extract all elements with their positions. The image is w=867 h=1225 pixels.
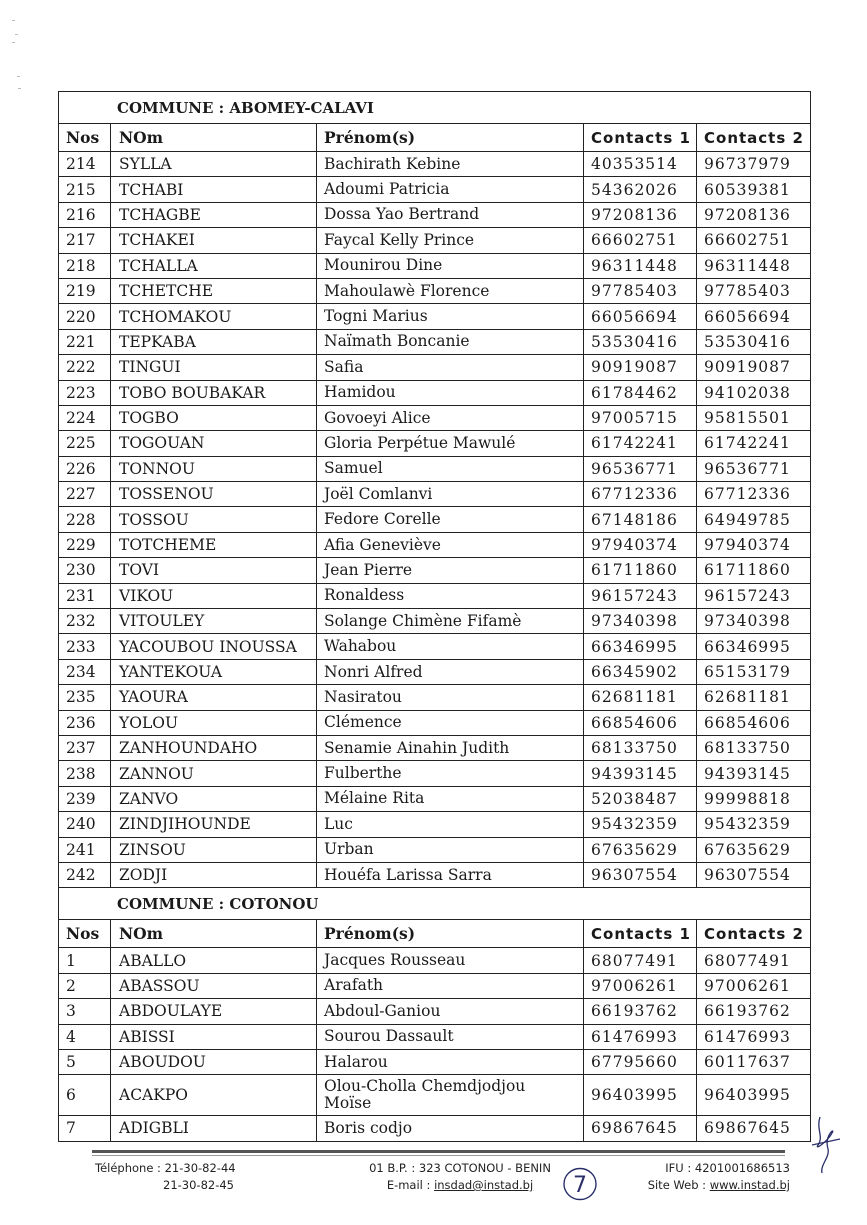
row-contact-1: 61711860 (584, 558, 697, 583)
row-contact-2: 66193762 (697, 999, 811, 1024)
row-prenoms: Jacques Rousseau (317, 948, 584, 973)
row-number: 233 (59, 634, 111, 659)
row-nom: ZANVO (111, 786, 317, 811)
table-row (59, 786, 811, 811)
row-contact-1: 66346995 (584, 634, 697, 659)
footer-rule-thin (92, 1155, 785, 1156)
row-prenoms: Senamie Ainahin Judith (317, 735, 584, 760)
row-prenoms: Luc (317, 812, 584, 837)
table-row (59, 278, 811, 303)
row-nom: SYLLA (111, 152, 317, 177)
table-row (59, 583, 811, 608)
header-nom: NOm (111, 920, 317, 948)
row-nom: ABALLO (111, 948, 317, 973)
table-row (59, 202, 811, 227)
row-number: 242 (59, 862, 111, 887)
footer-address-line: 01 B.P. : 323 COTONOU - BENIN (369, 1161, 551, 1175)
row-contact-2: 60117637 (697, 1049, 811, 1074)
row-contact-1: 66056694 (584, 304, 697, 329)
row-contact-1: 96403995 (584, 1075, 697, 1116)
row-number: 223 (59, 380, 111, 405)
row-nom: ZANNOU (111, 761, 317, 786)
table-row (59, 761, 811, 786)
table-row (59, 228, 811, 253)
header-contacts-1: Contacts 1 (584, 124, 697, 152)
table-row (59, 177, 811, 202)
row-number: 229 (59, 532, 111, 557)
footer-ifu (620, 1160, 790, 1194)
row-number: 228 (59, 507, 111, 532)
row-contact-2: 62681181 (697, 685, 811, 710)
row-number: 239 (59, 786, 111, 811)
row-number: 218 (59, 253, 111, 278)
table-row (59, 1116, 811, 1141)
table-row (59, 1075, 811, 1116)
row-nom: YAOURA (111, 685, 317, 710)
row-number: 225 (59, 431, 111, 456)
section-title: COMMUNE : ABOMEY-CALAVI (59, 92, 811, 124)
table-row (59, 355, 811, 380)
row-prenoms: Govoeyi Alice (317, 405, 584, 430)
row-contact-2: 97340398 (697, 609, 811, 634)
row-contact-1: 54362026 (584, 177, 697, 202)
row-prenoms: Houéfa Larissa Sarra (317, 862, 584, 887)
page-number: 7 (573, 1173, 587, 1198)
table-row (59, 558, 811, 583)
row-contact-1: 69867645 (584, 1116, 697, 1141)
row-contact-1: 68133750 (584, 735, 697, 760)
row-nom: ADIGBLI (111, 1116, 317, 1141)
footer-rule (92, 1150, 785, 1153)
row-prenoms: Togni Marius (317, 304, 584, 329)
row-contact-2: 96737979 (697, 152, 811, 177)
row-contact-2: 97940374 (697, 532, 811, 557)
row-contact-2: 95432359 (697, 812, 811, 837)
row-nom: TCHOMAKOU (111, 304, 317, 329)
footer-email-link[interactable]: insdad@instad.bj (434, 1178, 534, 1192)
row-contact-1: 61742241 (584, 431, 697, 456)
row-prenoms: Afia Geneviève (317, 532, 584, 557)
table-row (59, 862, 811, 887)
row-contact-2: 96403995 (697, 1075, 811, 1116)
row-prenoms: Nasiratou (317, 685, 584, 710)
row-nom: TINGUI (111, 355, 317, 380)
row-nom: TCHAKEI (111, 228, 317, 253)
row-contact-2: 61711860 (697, 558, 811, 583)
row-contact-1: 52038487 (584, 786, 697, 811)
row-prenoms: Olou-Cholla Chemdjodjou Moïse (317, 1075, 584, 1116)
table-row (59, 1024, 811, 1049)
row-contact-1: 66602751 (584, 228, 697, 253)
table-row (59, 609, 811, 634)
row-prenoms: Boris codjo (317, 1116, 584, 1141)
row-nom: TCHAGBE (111, 202, 317, 227)
table-row (59, 380, 811, 405)
row-nom: ZODJI (111, 862, 317, 887)
row-nom: ABOUDOU (111, 1049, 317, 1074)
row-contact-2: 53530416 (697, 329, 811, 354)
row-number: 227 (59, 482, 111, 507)
row-nom: ZANHOUNDAHO (111, 735, 317, 760)
row-contact-1: 53530416 (584, 329, 697, 354)
table-row (59, 532, 811, 557)
row-prenoms: Samuel (317, 456, 584, 481)
table-row (59, 152, 811, 177)
row-contact-1: 61476993 (584, 1024, 697, 1049)
row-nom: YACOUBOU INOUSSA (111, 634, 317, 659)
row-prenoms: Naïmath Boncanie (317, 329, 584, 354)
row-prenoms: Mélaine Rita (317, 786, 584, 811)
row-nom: ZINDJIHOUNDE (111, 812, 317, 837)
row-contact-1: 97208136 (584, 202, 697, 227)
column-header-row (59, 920, 811, 948)
row-contact-2: 96157243 (697, 583, 811, 608)
row-number: 5 (59, 1049, 111, 1074)
row-number: 7 (59, 1116, 111, 1141)
row-contact-2: 66346995 (697, 634, 811, 659)
header-contacts-1: Contacts 1 (584, 920, 697, 948)
table-row (59, 329, 811, 354)
row-contact-1: 94393145 (584, 761, 697, 786)
row-prenoms: Wahabou (317, 634, 584, 659)
row-prenoms: Adoumi Patricia (317, 177, 584, 202)
row-number: 215 (59, 177, 111, 202)
row-nom: ABDOULAYE (111, 999, 317, 1024)
row-contact-2: 66602751 (697, 228, 811, 253)
table-row (59, 973, 811, 998)
row-number: 2 (59, 973, 111, 998)
table-row (59, 507, 811, 532)
header-prenoms: Prénom(s) (317, 124, 584, 152)
row-number: 222 (59, 355, 111, 380)
table-row (59, 431, 811, 456)
row-contact-2: 97208136 (697, 202, 811, 227)
row-nom: ABISSI (111, 1024, 317, 1049)
section-title-row (59, 92, 811, 124)
page-number-mark (562, 1166, 598, 1202)
row-contact-2: 69867645 (697, 1116, 811, 1141)
row-prenoms: Faycal Kelly Prince (317, 228, 584, 253)
row-nom: TEPKABA (111, 329, 317, 354)
footer-site-line: Site Web : www.instad.bj (647, 1178, 790, 1192)
row-contact-1: 67795660 (584, 1049, 697, 1074)
row-number: 221 (59, 329, 111, 354)
column-header-row (59, 124, 811, 152)
row-contact-1: 66193762 (584, 999, 697, 1024)
row-number: 230 (59, 558, 111, 583)
row-prenoms: Nonri Alfred (317, 659, 584, 684)
row-number: 240 (59, 812, 111, 837)
row-contact-2: 68077491 (697, 948, 811, 973)
row-contact-1: 62681181 (584, 685, 697, 710)
row-prenoms: Fulberthe (317, 761, 584, 786)
row-number: 237 (59, 735, 111, 760)
row-nom: TCHETCHE (111, 278, 317, 303)
header-prenoms: Prénom(s) (317, 920, 584, 948)
header-contacts-2: Contacts 2 (697, 920, 811, 948)
footer-phone (95, 1160, 295, 1194)
row-contact-2: 95815501 (697, 405, 811, 430)
row-nom: YOLOU (111, 710, 317, 735)
row-nom: TOGBO (111, 405, 317, 430)
row-contact-1: 96307554 (584, 862, 697, 887)
row-contact-1: 96157243 (584, 583, 697, 608)
row-contact-1: 67148186 (584, 507, 697, 532)
row-prenoms: Sourou Dassault (317, 1024, 584, 1049)
row-contact-1: 67712336 (584, 482, 697, 507)
row-contact-1: 97340398 (584, 609, 697, 634)
table-row (59, 1049, 811, 1074)
row-nom: TONNOU (111, 456, 317, 481)
row-contact-2: 97785403 (697, 278, 811, 303)
row-contact-1: 97006261 (584, 973, 697, 998)
row-prenoms: Mounirou Dine (317, 253, 584, 278)
row-prenoms: Hamidou (317, 380, 584, 405)
row-nom: TOSSOU (111, 507, 317, 532)
signature-mark (806, 1115, 846, 1175)
row-prenoms: Joël Comlanvi (317, 482, 584, 507)
header-nos: Nos (59, 920, 111, 948)
row-number: 3 (59, 999, 111, 1024)
row-prenoms: Safia (317, 355, 584, 380)
row-prenoms: Gloria Perpétue Mawulé (317, 431, 584, 456)
scan-marks (12, 20, 26, 100)
table-row (59, 456, 811, 481)
row-nom: TOTCHEME (111, 532, 317, 557)
table-row (59, 482, 811, 507)
row-contact-2: 67635629 (697, 837, 811, 862)
row-contact-2: 99998818 (697, 786, 811, 811)
section-title: COMMUNE : COTONOU (59, 888, 811, 920)
row-number: 4 (59, 1024, 111, 1049)
row-contact-1: 68077491 (584, 948, 697, 973)
row-number: 241 (59, 837, 111, 862)
table-row (59, 304, 811, 329)
row-nom: TCHALLA (111, 253, 317, 278)
row-contact-2: 96307554 (697, 862, 811, 887)
row-number: 226 (59, 456, 111, 481)
row-prenoms: Dossa Yao Bertrand (317, 202, 584, 227)
row-contact-1: 61784462 (584, 380, 697, 405)
table-row (59, 634, 811, 659)
table-row (59, 837, 811, 862)
row-nom: ZINSOU (111, 837, 317, 862)
row-prenoms: Solange Chimène Fifamè (317, 609, 584, 634)
footer-phone-line2: 21-30-82-45 (163, 1178, 234, 1192)
row-contact-2: 61742241 (697, 431, 811, 456)
row-number: 216 (59, 202, 111, 227)
row-contact-2: 66056694 (697, 304, 811, 329)
row-contact-1: 66854606 (584, 710, 697, 735)
row-prenoms: Abdoul-Ganiou (317, 999, 584, 1024)
row-nom: TCHABI (111, 177, 317, 202)
table-row (59, 735, 811, 760)
row-prenoms: Arafath (317, 973, 584, 998)
row-contact-2: 94102038 (697, 380, 811, 405)
row-nom: TOSSENOU (111, 482, 317, 507)
row-contact-1: 66345902 (584, 659, 697, 684)
table-row (59, 710, 811, 735)
row-contact-1: 97005715 (584, 405, 697, 430)
row-number: 238 (59, 761, 111, 786)
row-contact-1: 96536771 (584, 456, 697, 481)
header-nos: Nos (59, 124, 111, 152)
table-row (59, 999, 811, 1024)
header-contacts-2: Contacts 2 (697, 124, 811, 152)
row-number: 1 (59, 948, 111, 973)
row-number: 224 (59, 405, 111, 430)
row-number: 6 (59, 1075, 111, 1116)
footer-ifu-line: IFU : 4201001686513 (665, 1161, 790, 1175)
row-contact-2: 67712336 (697, 482, 811, 507)
footer-email-line: E-mail : insdad@instad.bj (386, 1178, 534, 1192)
header-nom: NOm (111, 124, 317, 152)
footer-site-link[interactable]: www.instad.bj (709, 1178, 790, 1192)
row-nom: YANTEKOUA (111, 659, 317, 684)
row-number: 217 (59, 228, 111, 253)
row-number: 232 (59, 609, 111, 634)
row-number: 231 (59, 583, 111, 608)
row-nom: TOGOUAN (111, 431, 317, 456)
row-contact-2: 90919087 (697, 355, 811, 380)
table-row (59, 405, 811, 430)
row-nom: TOVI (111, 558, 317, 583)
row-contact-1: 97785403 (584, 278, 697, 303)
row-number: 219 (59, 278, 111, 303)
row-contact-1: 90919087 (584, 355, 697, 380)
row-number: 236 (59, 710, 111, 735)
row-contact-1: 95432359 (584, 812, 697, 837)
row-nom: ACAKPO (111, 1075, 317, 1116)
row-nom: TOBO BOUBAKAR (111, 380, 317, 405)
row-contact-1: 97940374 (584, 532, 697, 557)
row-number: 235 (59, 685, 111, 710)
row-prenoms: Halarou (317, 1049, 584, 1074)
row-nom: VITOULEY (111, 609, 317, 634)
row-prenoms: Jean Pierre (317, 558, 584, 583)
row-prenoms: Mahoulawè Florence (317, 278, 584, 303)
row-contact-2: 94393145 (697, 761, 811, 786)
row-prenoms: Urban (317, 837, 584, 862)
section-title-row (59, 888, 811, 920)
row-number: 234 (59, 659, 111, 684)
row-contact-2: 97006261 (697, 973, 811, 998)
footer-address (340, 1160, 580, 1194)
row-contact-2: 96536771 (697, 456, 811, 481)
row-contact-2: 68133750 (697, 735, 811, 760)
table-row (59, 253, 811, 278)
row-contact-2: 60539381 (697, 177, 811, 202)
row-number: 220 (59, 304, 111, 329)
row-contact-2: 66854606 (697, 710, 811, 735)
row-prenoms: Fedore Corelle (317, 507, 584, 532)
table-row (59, 812, 811, 837)
row-nom: ABASSOU (111, 973, 317, 998)
table-row (59, 659, 811, 684)
row-contact-2: 96311448 (697, 253, 811, 278)
row-contact-2: 61476993 (697, 1024, 811, 1049)
footer-phone-line1: Téléphone : 21-30-82-44 (95, 1161, 236, 1175)
row-number: 214 (59, 152, 111, 177)
roster-table (58, 91, 811, 1142)
row-prenoms: Clémence (317, 710, 584, 735)
row-contact-1: 40353514 (584, 152, 697, 177)
table-row (59, 948, 811, 973)
row-contact-1: 67635629 (584, 837, 697, 862)
row-contact-1: 96311448 (584, 253, 697, 278)
row-contact-2: 65153179 (697, 659, 811, 684)
row-nom: VIKOU (111, 583, 317, 608)
row-prenoms: Bachirath Kebine (317, 152, 584, 177)
table-row (59, 685, 811, 710)
row-prenoms: Ronaldess (317, 583, 584, 608)
row-contact-2: 64949785 (697, 507, 811, 532)
